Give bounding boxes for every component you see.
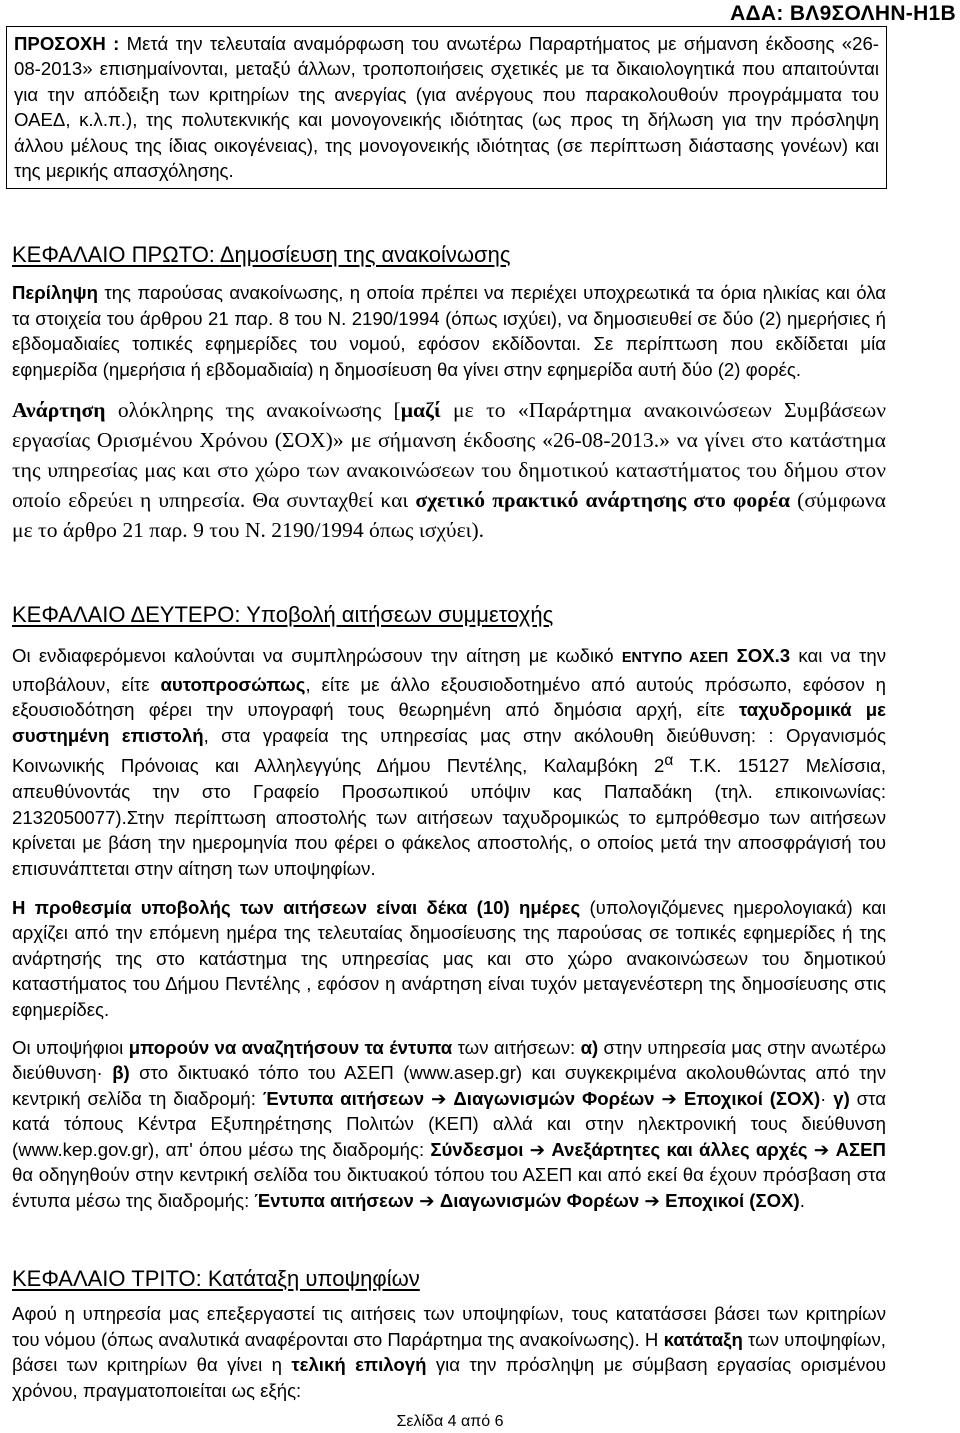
arrow-right-icon: ➔ xyxy=(813,1138,830,1160)
forms-text-5: · xyxy=(820,1087,834,1109)
forms-bold-c: γ) xyxy=(833,1087,850,1109)
path-competitions-2: Διαγωνισμών Φορέων xyxy=(439,1190,640,1212)
application-paragraph xyxy=(12,643,886,882)
posting-paragraph xyxy=(12,395,886,545)
posting-text-1: ολόκληρης της ανακοίνωσης [ xyxy=(105,398,401,423)
posting-text-2: με το «Παράρτημα ανακοινώσεων Συμβάσεων εργασίας Ορισμένου Χρόνου (ΣΟΧ)» με σήμανση έκδοσης «26-08-2013.» να γίνει στο κατάστημα της υπηρεσίας μας και στο χώρο των ανακοινώσεων του δημοτικού καταστήματος του δήμου στον οποίο εδρεύει η υπηρεσία. Θα συνταχθεί και xyxy=(12,398,886,513)
summary-text: της παρούσας ανακοίνωσης, η οποία πρέπει να περιέχει υποχρεωτικά τα όρια ηλικίας και όλα τα στοιχεία του άρθρου 21 παρ. 8 του Ν. 2190/1994 (όπως ισχύει), να δημοσιευθεί σε δύο (2) ημερήσιες ή εβδομαδιαίες τοπικές εφημερίδες του νομού, εφόσον εκδίδονται. Σε περίπτωση που εκδίδεται μία εφημερίδα (ημερήσια ή εβδομαδιαία) η δημοσίευση θα γίνει στην εφημερίδα αυτή δύο (2) φορές. xyxy=(12,282,886,380)
summary-paragraph xyxy=(12,280,886,382)
forms-text-3: στην υπηρεσία μας στην ανωτέρω διεύθυνση· xyxy=(12,1036,886,1084)
ranking-bold-2: τελική επιλογή xyxy=(291,1354,427,1376)
chapter-one-title-a: ΚΕΦΑΛΑΙΟ ΠΡΩΤΟ: xyxy=(12,242,220,267)
posting-text-3: (σύμφωνα με το άρθρο 21 παρ. 9 του Ν. 2190/1994 όπως ισχύει). xyxy=(12,488,886,543)
posting-lead: Ανάρτηση xyxy=(12,398,106,423)
forms-text-2: των αιτήσεων: xyxy=(452,1036,581,1058)
forms-bold-b: β) xyxy=(112,1062,130,1084)
ranking-text-1: Αφού η υπηρεσία μας επεξεργαστεί τις αιτήσεις των υποψηφίων, τους κατατάσσει βάσει των κριτηρίων του νόμου (όπως αναλυτικά αναφέρονται στο Παράρτημα της ανακοίνωσης). Η xyxy=(12,1303,886,1350)
ranking-bold-1: κατάταξη xyxy=(663,1328,743,1350)
path-seasonal-2: Εποχικοί (ΣΟΧ) xyxy=(665,1190,800,1212)
path-seasonal-1: Εποχικοί (ΣΟΧ) xyxy=(683,1087,821,1109)
forms-text-8: . xyxy=(799,1190,805,1212)
arrow-right-icon: ➔ xyxy=(644,1190,660,1212)
forms-text-4: στο δικτυακό τόπο του ΑΣΕΠ (www.asep.gr) και συγκεκριμένα ακολουθώντας από την κεντρική σελίδα τη διαδρομή: xyxy=(12,1062,886,1109)
path-independent-authorities: Ανεξάρτητες και άλλες αρχές xyxy=(551,1138,808,1160)
form-code-small: ΕΝΤΥΠΟ ΑΣΕΠ xyxy=(621,650,729,666)
chapter-two xyxy=(12,601,886,1214)
form-code: ΣΟΧ.3 xyxy=(736,645,791,666)
forms-paragraph xyxy=(12,1035,886,1214)
application-text-2: και να την υποβάλουν, είτε xyxy=(12,645,887,695)
chapter-one xyxy=(12,241,886,545)
arrow-right-icon: ➔ xyxy=(529,1138,546,1160)
chapter-two-title-a: ΚΕΦΑΛΑΙΟ xyxy=(12,602,131,627)
summary-lead: Περίληψη xyxy=(12,282,98,303)
arrow-right-icon: ➔ xyxy=(430,1087,447,1109)
posting-bold-2: μαζί xyxy=(400,398,441,423)
chapter-three xyxy=(12,1265,886,1403)
application-text-5: Τ.Κ. 15127 Μελίσσια, απευθύνοντάς την στο Γραφείο Προσωπικού υπόψιν κας Παπαδάκη (τηλ. επικοινωνίας: 2132050077).Στην περίπτωση αποστολής των αιτήσεων ταχυδρομικώς το εμπρόθεσμο των αιτήσεων κρίνεται με βάση την ημερομηνία που φέρει ο φάκελος αποστολής, ο οποίος μετά την αποσφράγισή του επισυνάπτεται στην αίτηση των υποψηφίων. xyxy=(12,755,886,879)
ranking-text-3: για την πρόσληψη με σύμβαση εργασίας ορισμένου χρόνου, πραγματοποιείται ως εξής: xyxy=(12,1354,886,1401)
page-number: Σελίδα 4 από 6 xyxy=(396,1413,504,1430)
path-competitions-1: Διαγωνισμών Φορέων xyxy=(453,1087,655,1109)
posting-bold-3: σχετικό πρακτικό ανάρτησης στο φορέα xyxy=(415,488,791,513)
forms-bold-a: α) xyxy=(580,1036,599,1058)
ordinal-superscript: α xyxy=(664,752,674,770)
forms-bold-1: μπορούν να αναζητήσουν τα έντυπα xyxy=(128,1036,453,1058)
chapter-two-title-b: ΔΕΥΤΕΡΟ: Υποβολή αιτήσεων συμμετοχής xyxy=(130,602,554,627)
ranking-text-2: των υποψηφίων, βάσει των κριτηρίων θα γίνει η xyxy=(12,1328,886,1376)
notice-box xyxy=(6,26,887,189)
notice-text: Μετά την τελευταία αναμόρφωση του ανωτέρω Παραρτήματος με σήμανση έκδοσης «26-08-2013» επισημαίνονται, μεταξύ άλλων, τροποποιήσεις σχετικές με τα δικαιολογητικά που απαιτούνται για την απόδειξη των κριτηρίων της ανεργίας (για ανέργους που παρακολουθούν προγράμματα του ΟΑΕΔ, κ.λ.π.), της πολυτεκνικής και μονογονεικής ιδιότητας (ως προς τη δήλωση για την πρόσληψη άλλου μέλους της ίδιας οικογένειας), της μονογονεικής ιδιότητας (σε περίπτωση διάστασης γονέων) και της μερικής απασχόλησης. xyxy=(14,33,879,182)
deadline-paragraph xyxy=(12,895,886,1023)
by-mail-bold: ταχυδρομικά με συστημένη επιστολή xyxy=(12,699,886,746)
notice-lead: ΠΡΟΣΟΧΗ : xyxy=(14,33,120,54)
chapter-one-title xyxy=(12,241,886,269)
chapter-three-title: ΚΕΦΑΛΑΙΟ ΤΡΙΤΟ: Κατάταξη υποψηφίων xyxy=(12,1266,420,1291)
chapter-one-title-b: Δημοσίευση της ανακοίνωσης xyxy=(219,242,511,267)
chapter-two-title xyxy=(12,601,886,629)
arrow-right-icon: ➔ xyxy=(661,1087,678,1109)
ranking-paragraph xyxy=(12,1301,886,1403)
arrow-right-icon: ➔ xyxy=(419,1190,435,1212)
deadline-text: (υπολογιζόμενες ημερολογιακά) και αρχίζει από την επόμενη ημέρα της τελευταίας δημοσίευσης της παρούσας σε τοπικές εφημερίδες ή της ανάρτησής της στο κατάστημα της υπηρεσίας μας και στο χώρο ανακοινώσεων του δημοτικού καταστήματος του Δήμου Πεντέλης , εφόσον η ανάρτηση είναι τυχόν μεταγενέστερη της δημοσίευσης στις εφημερίδες. xyxy=(12,896,886,1020)
application-text-4: , στα γραφεία της υπηρεσίας μας στην ακόλουθη διεύθυνση: : Οργανισμός Κοινωνικής Πρόνοιας και Αλληλεγγύης Δήμου Πεντέλης, Καλαμβόκη 2 xyxy=(12,724,886,777)
path-forms-1: Έντυπα αιτήσεων xyxy=(262,1087,425,1109)
forms-text-6: στα κατά τόπους Κέντρα Εξυπηρέτησης Πολιτών (ΚΕΠ) αλλά και στην ηλεκτρονική τους διεύθυνση (www.kep.gov.gr), απ' όπου μέσω της διαδρομής: xyxy=(12,1087,886,1160)
forms-text-7: θα οδηγηθούν στην κεντρική σελίδα του δικτυακού τόπου του ΑΣΕΠ και από εκεί θα έχουν πρόσβαση στα έντυπα μέσω της διαδρομής: xyxy=(12,1164,886,1212)
application-text-1: Οι ενδιαφερόμενοι καλούνται να συμπληρώσουν την αίτηση με κωδικό xyxy=(12,645,622,666)
path-links: Σύνδεσμοι xyxy=(430,1138,524,1160)
path-asep: ΑΣΕΠ xyxy=(835,1138,886,1160)
application-text-3: , είτε με άλλο εξουσιοδοτημένο από αυτούς πρόσωπο, εφόσον η εξουσιοδότηση φέρει την υπογραφή τους θεωρημένη από δημόσια αρχή, είτε xyxy=(12,673,886,721)
ada-code: ΑΔΑ: ΒΛ9ΣΟΛΗΝ-Η1Β xyxy=(730,2,956,25)
deadline-bold: Η προθεσμία υποβολής των αιτήσεων είναι δέκα (10) ημέρες xyxy=(12,896,581,918)
path-forms-2: Έντυπα αιτήσεων xyxy=(254,1190,414,1212)
in-person-bold: αυτοπροσώπως xyxy=(160,673,306,695)
forms-text-1: Οι υποψήφιοι xyxy=(12,1036,129,1058)
